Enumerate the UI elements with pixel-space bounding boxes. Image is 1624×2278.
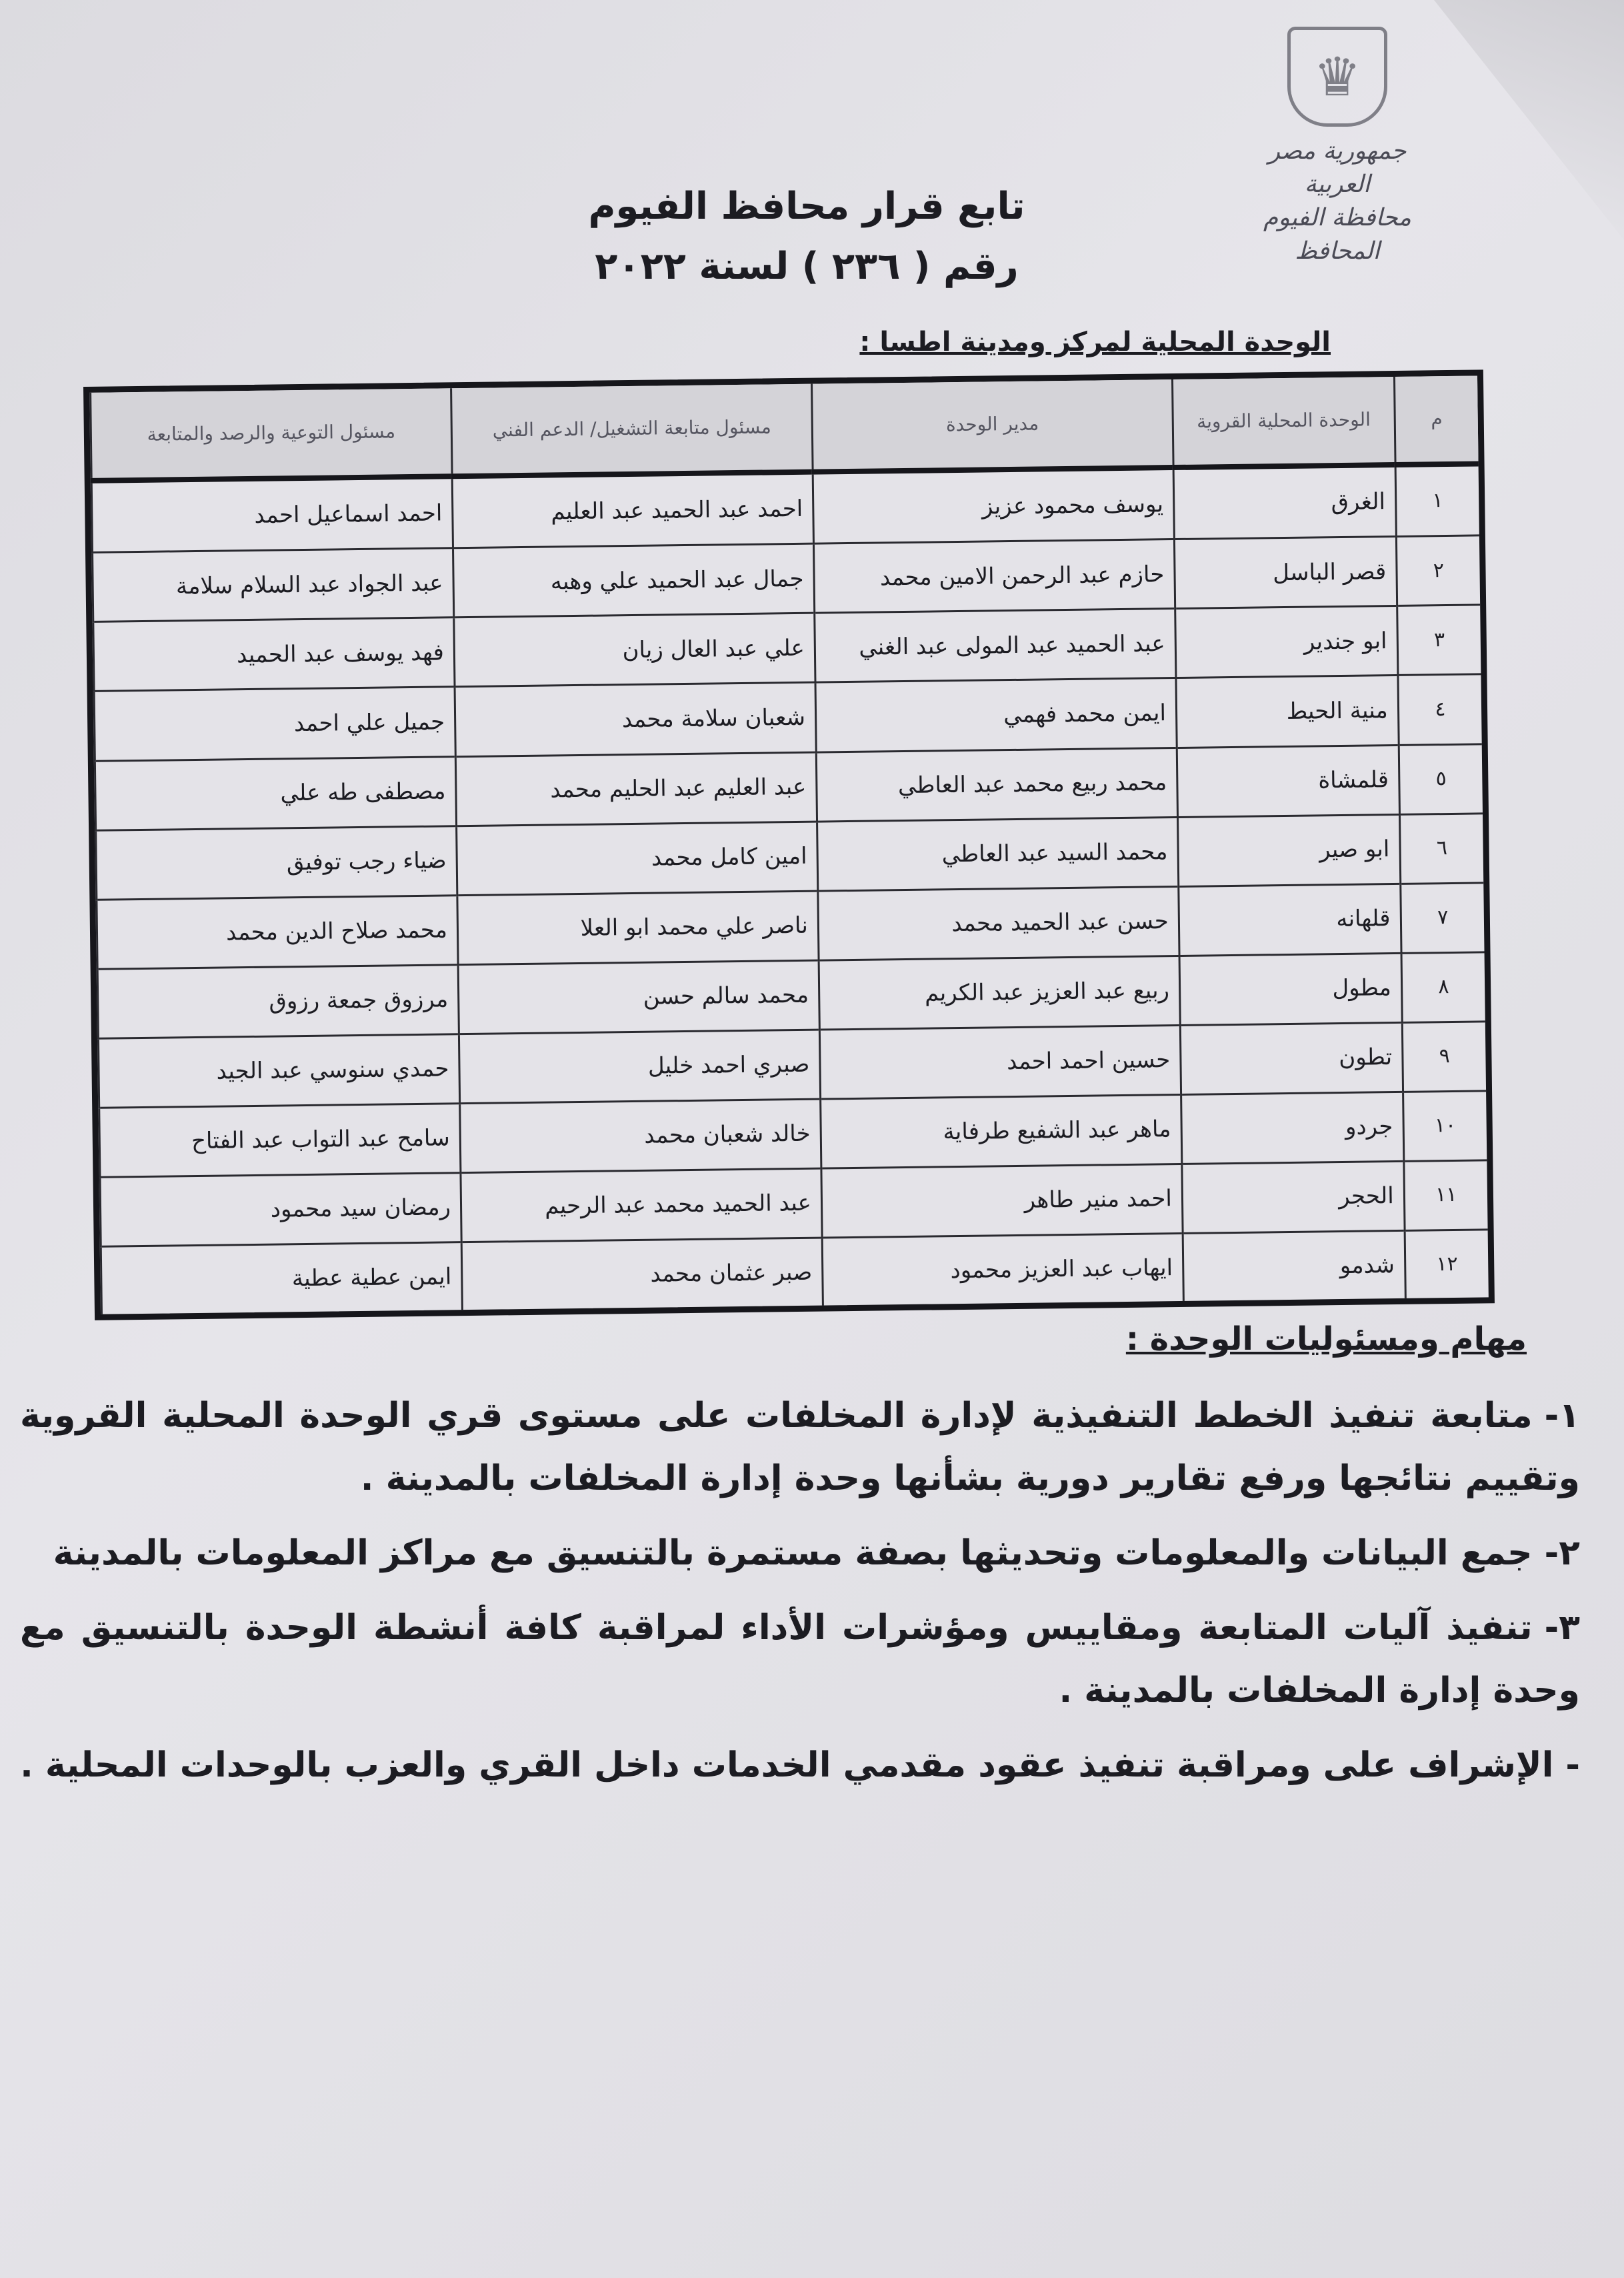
cell-index: ٣ <box>1397 605 1481 676</box>
cell-manager: يوسف محمود عزيز <box>813 467 1174 544</box>
cell-manager: حسن عبد الحميد محمد <box>818 886 1179 960</box>
cell-manager: محمد السيد عبد العاطي <box>817 817 1178 891</box>
section-title: الوحدة المحلية لمركز ومدينة اطسا : <box>859 327 1331 357</box>
cell-awareness: فهد يوسف عبد الحميد <box>93 618 455 692</box>
cell-awareness: ايمن عطية عطية <box>101 1242 462 1314</box>
cell-manager: محمد ربيع محمد عبد العاطي <box>816 748 1177 822</box>
task-number: ١- <box>1544 1396 1580 1436</box>
cell-unit: الحجر <box>1182 1161 1405 1233</box>
cell-ops: ناصر علي محمد ابو العلا <box>457 891 819 965</box>
cell-unit: مطول <box>1179 953 1402 1025</box>
cell-ops: امين كامل محمد <box>457 822 818 896</box>
cell-manager: ايمن محمد فهمي <box>815 678 1177 752</box>
col-header-unit: الوحدة المحلية القروية <box>1172 377 1395 467</box>
cell-ops: عبد الحميد محمد عبد الرحيم <box>461 1168 822 1242</box>
cell-ops: عبد العليم عبد الحليم محمد <box>455 752 817 826</box>
task-text: جمع البيانات والمعلومات وتحديثها بصفة مستمرة بالتنسيق مع مراكز المعلومات بالمدينة <box>53 1533 1533 1573</box>
task-text: تنفيذ آليات المتابعة ومقاييس ومؤشرات الأداء لمراقبة كافة أنشطة الوحدة بالتنسيق مع وحدة إدارة المخلفات بالمدينة . <box>20 1608 1580 1711</box>
cell-awareness: مصطفى طه علي <box>95 756 456 830</box>
emblem-line-1: جمهورية مصر العربية <box>1268 137 1407 198</box>
cell-awareness: عبد الجواد عبد السلام سلامة <box>93 548 454 622</box>
cell-manager: ماهر عبد الشفيع طرفاية <box>821 1094 1182 1168</box>
cell-index: ١١ <box>1404 1160 1488 1231</box>
cell-awareness: جميل علي احمد <box>94 687 455 761</box>
cell-unit: جردو <box>1181 1092 1403 1164</box>
cell-unit: ابو جندير <box>1175 606 1397 678</box>
cell-unit: تطون <box>1180 1022 1403 1094</box>
cell-index: ٤ <box>1398 674 1482 745</box>
cell-unit: ابو صير <box>1177 814 1400 886</box>
cell-manager: حازم عبد الرحمن الامين محمد <box>813 539 1175 614</box>
cell-awareness: حمدي سنوسي عبد الجيد <box>98 1034 459 1108</box>
table-header-row <box>91 375 1479 480</box>
task-number: ٣- <box>1544 1608 1580 1648</box>
task-item <box>20 1734 1580 1797</box>
decree-number: رقم ( ٢٣٦ ) لسنة ٢٠٢٢ <box>595 245 1019 288</box>
task-text: متابعة تنفيذ الخطط التنفيذية لإدارة المخلفات على مستوى قري الوحدة المحلية القروية وتقييم نتائجها ورفع تقارير دورية بشأنها وحدة إدارة المخلفات بالمدينة . <box>20 1396 1580 1498</box>
cell-index: ١٠ <box>1403 1091 1487 1162</box>
cell-ops: خالد شعبان محمد <box>460 1099 821 1173</box>
cell-ops: صبري احمد خليل <box>459 1030 820 1104</box>
col-header-ops: مسئول متابعة التشغيل/ الدعم الفني <box>451 384 813 477</box>
cell-awareness: ضياء رجب توفيق <box>96 826 457 900</box>
decree-header <box>507 177 1107 297</box>
units-table-frame <box>83 369 1495 1320</box>
task-number: - <box>1565 1745 1580 1785</box>
decree-title: تابع قرار محافظ الفيوم <box>588 185 1025 228</box>
cell-ops: محمد سالم حسن <box>458 960 819 1034</box>
col-header-manager: مدير الوحدة <box>811 379 1173 472</box>
cell-unit: قلمشاة <box>1177 745 1399 817</box>
cell-index: ١٢ <box>1405 1230 1489 1298</box>
cell-unit: منية الحيط <box>1176 676 1399 748</box>
emblem-line-2: محافظة الفيوم <box>1263 204 1411 231</box>
cell-unit: قلهانه <box>1179 884 1401 956</box>
cell-index: ٩ <box>1402 1022 1486 1092</box>
cell-index: ٥ <box>1399 744 1483 814</box>
cell-manager: ايهاب عبد العزيز محمود <box>822 1233 1183 1305</box>
task-number: ٢- <box>1544 1533 1580 1573</box>
cell-unit: الغرق <box>1173 465 1396 539</box>
task-item <box>20 1596 1580 1722</box>
cell-unit: قصر الباسل <box>1174 537 1397 609</box>
cell-ops: جمال عبد الحميد علي وهبه <box>453 544 814 618</box>
cell-manager: حسين احمد احمد <box>819 1025 1181 1099</box>
cell-ops: علي عبد العال زيان <box>454 614 815 688</box>
cell-index: ٢ <box>1396 535 1480 606</box>
task-item <box>20 1522 1580 1584</box>
cell-manager: احمد منير طاهر <box>821 1164 1183 1238</box>
cell-awareness: مرزوق جمعة رزوق <box>97 964 459 1038</box>
cell-index: ١ <box>1395 463 1479 536</box>
cell-ops: صبر عثمان محمد <box>461 1238 823 1310</box>
cell-awareness: رمضان سيد محمود <box>100 1172 461 1246</box>
eagle-emblem-icon: ♛ <box>1287 27 1387 127</box>
task-text: الإشراف على ومراقبة تنفيذ عقود مقدمي الخدمات داخل القري والعزب بالوحدات المحلية . <box>20 1745 1554 1785</box>
government-emblem-block <box>1251 27 1424 265</box>
cell-awareness: احمد اسماعيل احمد <box>91 476 453 553</box>
cell-manager: ربيع عبد العزيز عبد الكريم <box>819 956 1180 1030</box>
col-header-awareness: مسئول التوعية والرصد والمتابعة <box>91 388 453 481</box>
cell-unit: شدمو <box>1183 1230 1405 1301</box>
task-item <box>20 1384 1580 1510</box>
cell-manager: عبد الحميد عبد المولى عبد الغني <box>815 609 1176 683</box>
cell-awareness: محمد صلاح الدين محمد <box>97 895 458 969</box>
units-table <box>89 375 1489 1314</box>
col-header-index: م <box>1394 375 1478 465</box>
cell-ops: احمد عبد الحميد عبد العليم <box>452 472 813 549</box>
cell-awareness: سامح عبد التواب عبد الفتاح <box>99 1103 461 1177</box>
cell-index: ٧ <box>1400 882 1484 953</box>
cell-ops: شعبان سلامة محمد <box>455 683 816 757</box>
cell-index: ٦ <box>1399 813 1483 884</box>
emblem-line-3: المحافظ <box>1295 237 1380 265</box>
tasks-section <box>20 1320 1580 1809</box>
tasks-title: مهام ومسئوليات الوحدة : <box>1125 1320 1527 1358</box>
cell-index: ٨ <box>1401 952 1485 1022</box>
